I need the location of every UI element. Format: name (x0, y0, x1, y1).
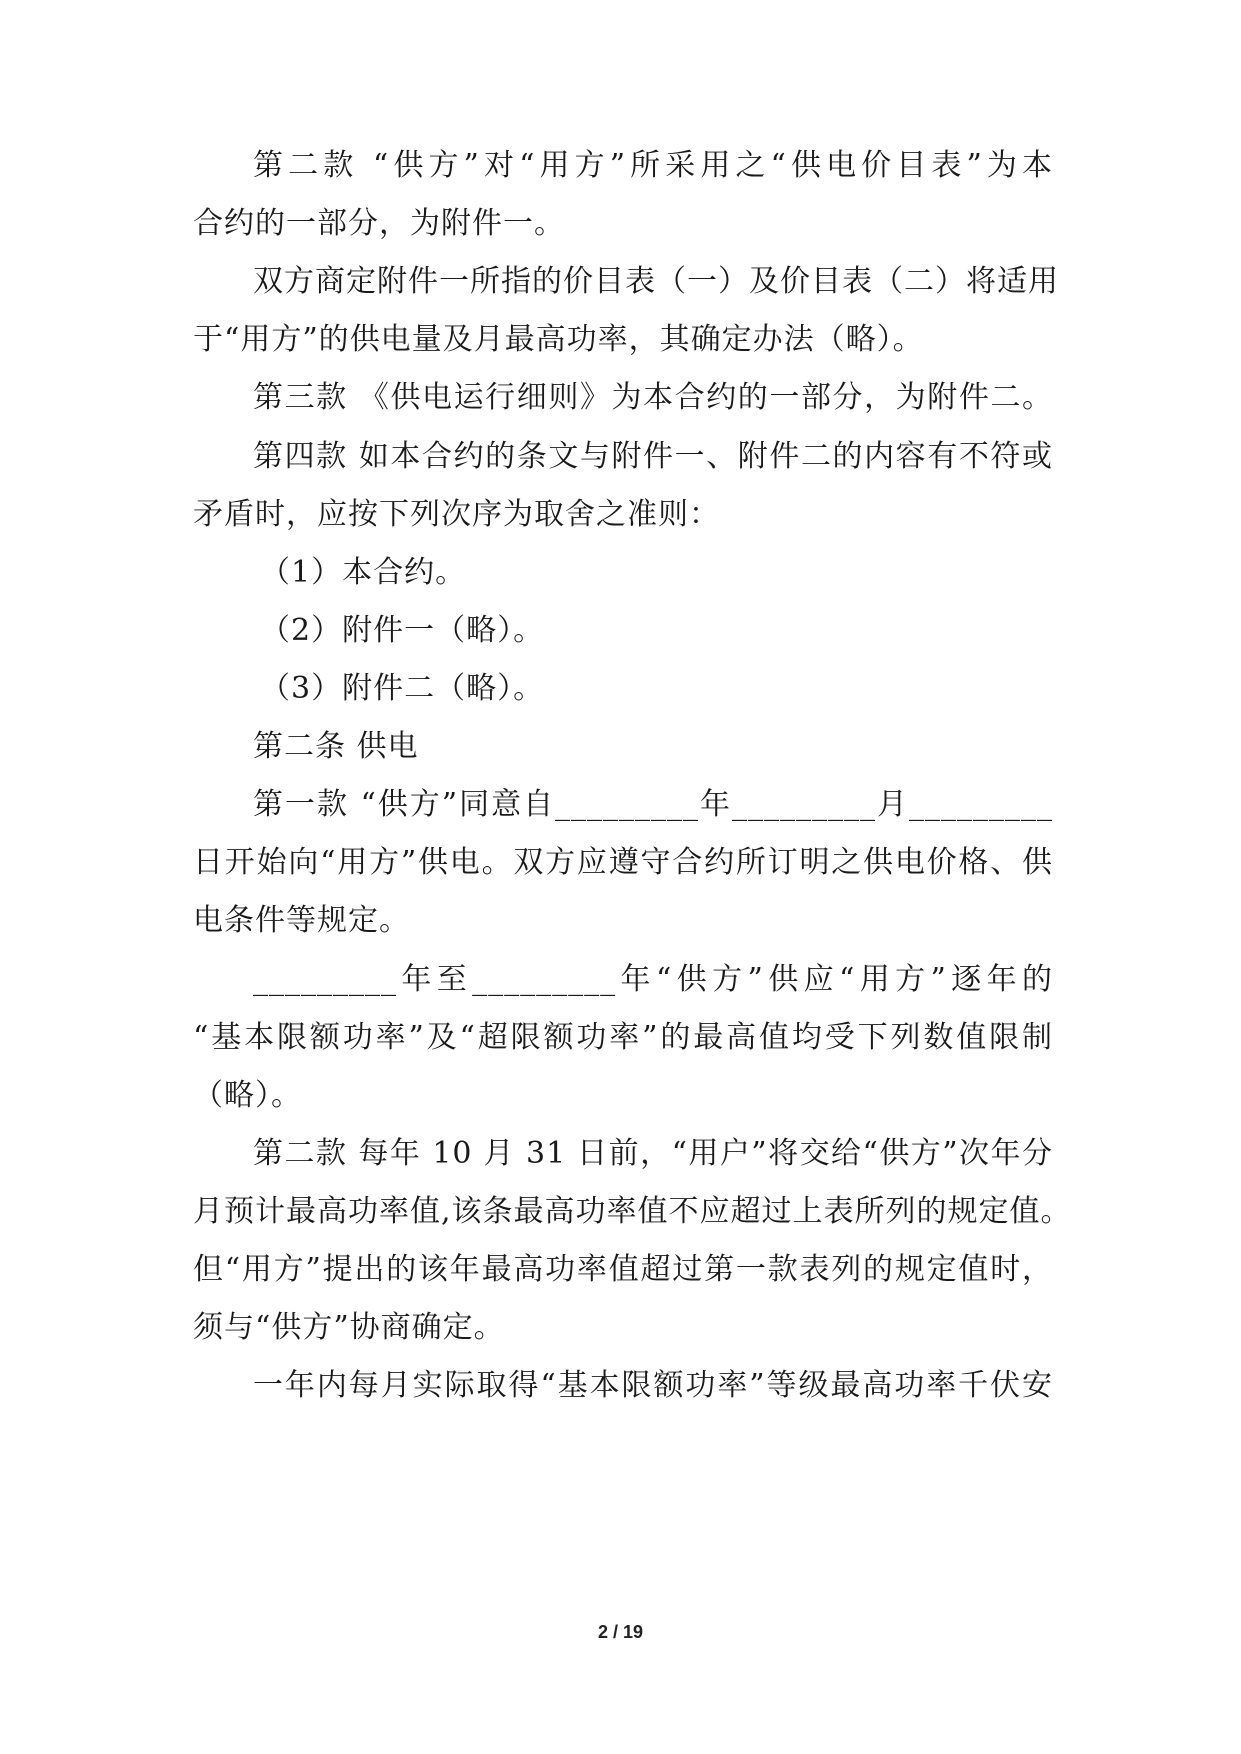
paragraph-line: 第四款 如本合约的条文与附件一、附件二的内容有不符或 (253, 439, 1053, 474)
paragraph-line: 第一款 “供方”同意自_________年_________月_________ (253, 787, 1053, 822)
paragraph-line: 须与“供方”协商确定。 (193, 1310, 505, 1345)
paragraph-line: 但“用方”提出的该年最高功率值超过第一款表列的规定值时， (193, 1252, 1053, 1287)
paragraph-line: 矛盾时，应按下列次序为取舍之准则： (193, 497, 720, 532)
paragraph-line: 月预计最高功率值,该条最高功率值不应超过上表所列的规定值。 (193, 1194, 1072, 1229)
paragraph-line: “基本限额功率”及“超限额功率”的最高值均受下列数值限制 (193, 1020, 1053, 1055)
paragraph-line: 一年内每月实际取得“基本限额功率”等级最高功率千伏安 (253, 1368, 1053, 1403)
list-item: （1）本合约。 (260, 555, 467, 590)
paragraph-line: 第二款 “供方”对“用方”所采用之“供电价目表”为本 (253, 148, 1053, 183)
paragraph-line: （略）。 (193, 1078, 302, 1113)
paragraph-line: 双方商定附件一所指的价目表（一）及价目表（二）将适用 (253, 264, 1059, 299)
paragraph-line: 于“用方”的供电量及月最高功率，其确定办法（略）。 (193, 322, 924, 357)
list-item: （2）附件一（略）。 (260, 613, 545, 648)
paragraph-line: 合约的一部分，为附件一。 (193, 206, 565, 241)
list-item: （3）附件二（略）。 (260, 671, 545, 706)
paragraph-line: 电条件等规定。 (193, 903, 410, 938)
paragraph-line: _________年至_________年“供方”供应“用方”逐年的 (253, 962, 1053, 997)
paragraph-line: 第二款 每年 10 月 31 日前，“用户”将交给“供方”次年分 (253, 1136, 1053, 1171)
paragraph-line: 第三款 《供电运行细则》为本合约的一部分，为附件二。 (253, 380, 1053, 415)
paragraph-line: 日开始向“用方”供电。双方应遵守合约所订明之供电价格、供 (193, 845, 1053, 880)
section-heading: 第二条 供电 (253, 729, 419, 764)
page-number: 2 / 19 (597, 1622, 644, 1642)
